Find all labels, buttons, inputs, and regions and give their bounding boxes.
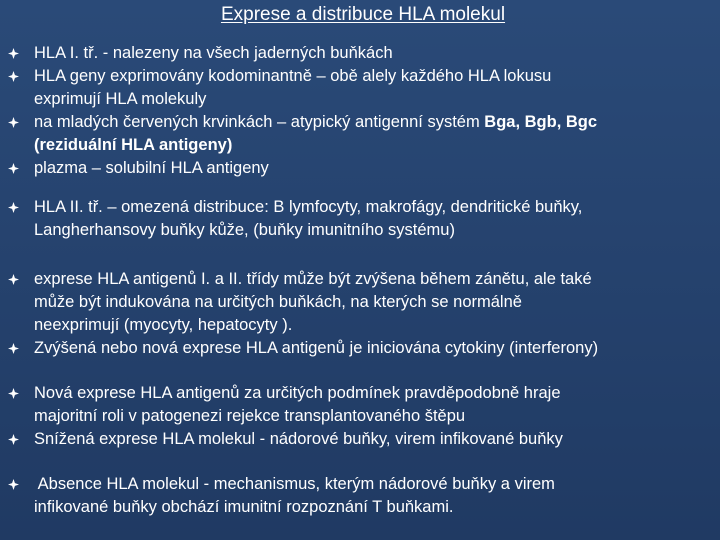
list-item: [0, 382, 720, 428]
diamond-bullet-icon: [8, 274, 19, 285]
diamond-bullet-icon: [8, 48, 19, 59]
list-item: [0, 337, 720, 360]
spacer: [0, 360, 720, 382]
list-item-text: neexprimují (myocyty, hepatocyty ).: [34, 316, 293, 334]
spacer: [0, 180, 720, 196]
list-item-text: Langherhansovy buňky kůže, (buňky imunitního systému): [34, 221, 455, 239]
list-item-text-bold: Bga, Bgb, Bgc: [484, 113, 598, 131]
spacer: [0, 451, 720, 473]
bullet-list: [0, 42, 720, 519]
list-item-text: Snížená exprese HLA molekul - nádorové buňky, virem infikované buňky: [34, 430, 563, 448]
list-item-text: Absence HLA molekul - mechanismus, kterým nádorové buňky a virem: [34, 475, 555, 493]
diamond-bullet-icon: [8, 202, 19, 213]
list-item-text: exprimují HLA molekuly: [34, 90, 207, 108]
list-item-text-regular: na mladých červených krvinkách – atypický antigenní systém: [34, 113, 485, 131]
list-item-text-bold: (reziduální HLA antigeny): [34, 136, 233, 154]
list-item: [0, 473, 720, 519]
diamond-bullet-icon: [8, 117, 19, 128]
list-item-text: HLA geny exprimovány kodominantně – obě alely každého HLA lokusu: [34, 67, 552, 85]
diamond-bullet-icon: [8, 434, 19, 445]
diamond-bullet-icon: [8, 388, 19, 399]
list-item-text: majoritní roli v patogenezi rejekce transplantovaného štěpu: [34, 407, 466, 425]
list-item-text: [34, 134, 720, 157]
slide-title: Exprese a distribuce HLA molekul: [220, 4, 506, 25]
list-item-text: exprese HLA antigenů I. a II. třídy může být zvýšena během zánětu, ale také: [34, 270, 592, 288]
list-item: [0, 157, 720, 180]
list-item: [0, 428, 720, 451]
spacer: [0, 242, 720, 268]
list-item: [0, 111, 720, 157]
list-item-text: HLA II. tř. – omezená distribuce: B lymfocyty, makrofágy, dendritické buňky,: [34, 198, 583, 216]
list-item-text: může být indukována na určitých buňkách, na kterých se normálně: [34, 293, 522, 311]
list-item-text: Nová exprese HLA antigenů za určitých podmínek pravděpodobně hraje: [34, 384, 561, 402]
diamond-bullet-icon: [8, 479, 19, 490]
list-item-text: Zvýšená nebo nová exprese HLA antigenů je iniciována cytokiny (interferony): [34, 339, 599, 357]
list-item: [0, 42, 720, 65]
list-item-text: [34, 111, 720, 134]
list-item: [0, 196, 720, 242]
diamond-bullet-icon: [8, 71, 19, 82]
diamond-bullet-icon: [8, 163, 19, 174]
list-item: [0, 65, 720, 111]
list-item: [0, 268, 720, 337]
list-item-text: HLA I. tř. - nalezeny na všech jaderných buňkách: [34, 44, 393, 62]
diamond-bullet-icon: [8, 343, 19, 354]
list-item-text: plazma – solubilní HLA antigeny: [34, 159, 269, 177]
list-item-text: infikované buňky obchází imunitní rozpoznání T buňkami.: [34, 498, 454, 516]
